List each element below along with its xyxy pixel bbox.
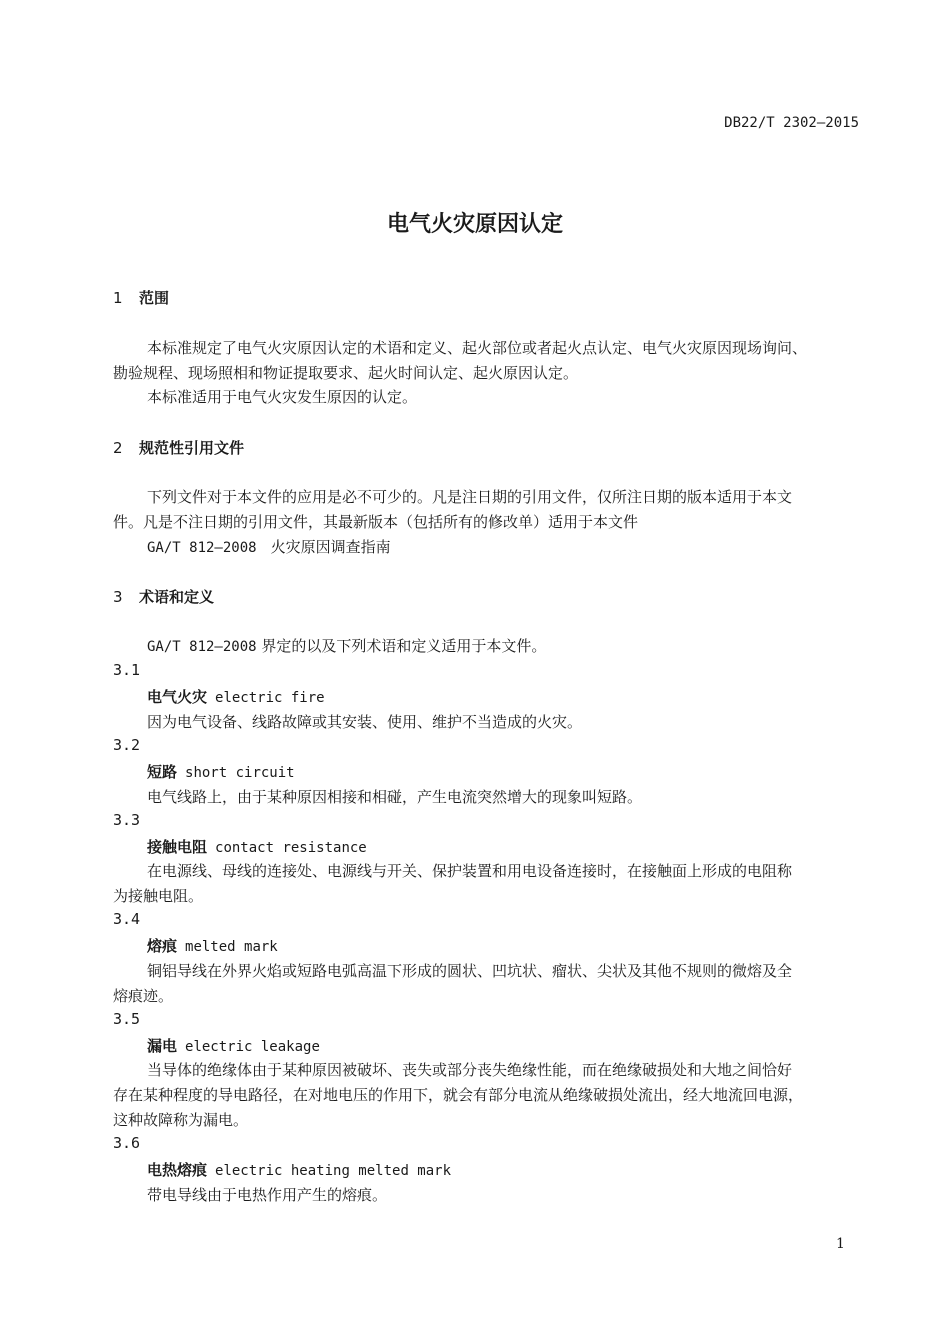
document-title: 电气火灾原因认定	[386, 212, 563, 237]
term-definition: 因为电气设备、线路故障或其安装、使用、维护不当造成的火灾。	[147, 713, 583, 731]
term-definition: 在电源线、母线的连接处、电源线与开关、保护装置和用电设备连接时，在接触面上形成的电阻称	[147, 862, 793, 880]
section-number: 3	[113, 588, 123, 606]
clause-number: 3.5	[113, 1010, 141, 1028]
section-heading-normative	[113, 437, 244, 458]
term-entry	[147, 935, 278, 956]
term-en: contact resistance	[215, 840, 367, 856]
term-entry	[147, 761, 295, 782]
terms-intro	[147, 635, 546, 656]
term-definition: 带电导线由于电热作用产生的熔痕。	[147, 1186, 388, 1204]
section-title: 范围	[139, 289, 170, 307]
term-zh: 接触电阻	[147, 838, 208, 856]
section-number: 2	[113, 439, 123, 457]
scope-paragraph-line2: 勘验规程、现场照相和物证提取要求、起火时间认定、起火原因认定。	[113, 364, 579, 382]
clause-number: 3.2	[113, 736, 141, 754]
term-entry	[147, 1035, 320, 1056]
section-heading-terms	[113, 586, 214, 607]
reference-title: 火灾原因调查指南	[270, 538, 391, 556]
intro-text: 界定的以及下列术语和定义适用于本文件。	[261, 637, 547, 655]
term-entry	[147, 1159, 451, 1180]
page-number: 1	[836, 1236, 845, 1252]
term-en: short circuit	[185, 765, 295, 781]
clause-number: 3.6	[113, 1134, 141, 1152]
term-zh: 电气火灾	[147, 688, 208, 706]
term-definition: 为接触电阻。	[113, 887, 204, 905]
section-title: 规范性引用文件	[139, 439, 245, 457]
term-en: electric leakage	[185, 1039, 320, 1055]
scope-paragraph-line1: 本标准规定了电气火灾原因认定的术语和定义、起火部位或者起火点认定、电气火灾原因现场询问、	[147, 339, 808, 357]
term-zh: 漏电	[147, 1037, 178, 1055]
term-definition: 当导体的绝缘体由于某种原因被破坏、丧失或部分丧失绝缘性能，而在绝缘破损处和大地之间恰好	[147, 1061, 793, 1079]
term-zh: 电热熔痕	[147, 1161, 208, 1179]
term-zh: 熔痕	[147, 937, 178, 955]
normative-paragraph-line1: 下列文件对于本文件的应用是必不可少的。凡是注日期的引用文件，仅所注日期的版本适用于本文	[147, 488, 793, 506]
term-definition: 这种故障称为漏电。	[113, 1111, 249, 1129]
term-entry	[147, 836, 367, 857]
reference-code: GA/T 812—2008	[147, 540, 257, 556]
term-definition: 存在某种程度的导电路径，在对地电压的作用下，就会有部分电流从绝缘破损处流出，经大地流回电源，	[113, 1086, 804, 1104]
term-en: melted mark	[185, 939, 278, 955]
clause-number: 3.1	[113, 661, 141, 679]
clause-number: 3.3	[113, 811, 141, 829]
standard-number: DB22/T 2302—2015	[724, 115, 859, 131]
term-en: electric heating melted mark	[215, 1163, 452, 1179]
scope-paragraph-2: 本标准适用于电气火灾发生原因的认定。	[147, 388, 418, 406]
normative-reference	[147, 536, 391, 557]
normative-paragraph-line2: 件。凡是不注日期的引用文件，其最新版本（包括所有的修改单）适用于本文件	[113, 513, 639, 531]
term-en: electric fire	[215, 690, 325, 706]
term-zh: 短路	[147, 763, 178, 781]
term-definition: 电气线路上，由于某种原因相接和相碰，产生电流突然增大的现象叫短路。	[147, 788, 643, 806]
term-definition: 铜铝导线在外界火焰或短路电弧高温下形成的圆状、凹坑状、瘤状、尖状及其他不规则的微熔及全	[147, 962, 793, 980]
term-definition: 熔痕迹。	[113, 987, 174, 1005]
intro-code: GA/T 812—2008	[147, 639, 257, 655]
section-heading-scope	[113, 287, 169, 308]
term-entry	[147, 686, 325, 707]
section-title: 术语和定义	[139, 588, 215, 606]
clause-number: 3.4	[113, 910, 141, 928]
section-number: 1	[113, 289, 123, 307]
